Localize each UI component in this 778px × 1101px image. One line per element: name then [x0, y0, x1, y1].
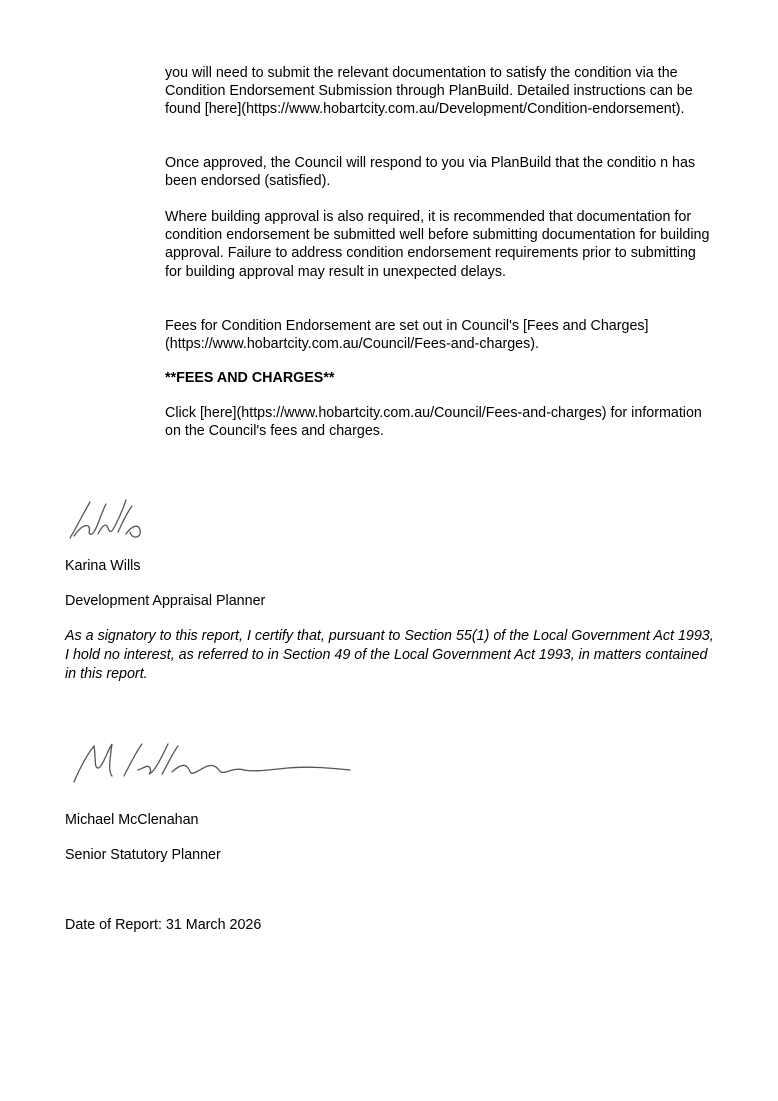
- body-paragraph-5: [165, 404, 710, 440]
- signatory-2-name-block: [65, 811, 725, 830]
- signature-karina-wills: [66, 494, 148, 544]
- fees-heading-block: [165, 369, 710, 387]
- body-paragraph-1: [165, 64, 710, 119]
- endorsement-fees-text: Fees for Condition Endorsement are set out in Council's [Fees and Charges](https://www.hobartcity.com.au/Council/Fees-and-charges).: [165, 318, 649, 353]
- signatory-2-title-block: [65, 846, 725, 865]
- signatory-1-name: Karina Wills: [65, 558, 141, 574]
- signatory-2-name: Michael McClenahan: [65, 812, 199, 828]
- report-date-block: [65, 916, 725, 935]
- certification-statement: As a signatory to this report, I certify that, pursuant to Section 55(1) of the Local Government Act 1993, I hold no interest, as referred to in Section 49 of the Local Government Act 1993, in matters contained in this report.: [65, 628, 714, 682]
- building-approval-text: Where building approval is also required, it is recommended that documentation for condition endorsement be submitted well before submitting documentation for building approval. Failure to address condition endorsement requirements prior to submitting for building approval may result in unexpected delays.: [165, 209, 710, 280]
- signatory-1-title: Development Appraisal Planner: [65, 593, 266, 609]
- signatory-1-name-block: [65, 557, 725, 576]
- signatory-2-title: Senior Statutory Planner: [65, 847, 221, 863]
- signatory-1-title-block: [65, 592, 725, 611]
- report-date: Date of Report: 31 March 2026: [65, 917, 262, 933]
- condition-submission-text: you will need to submit the relevant documentation to satisfy the condition via the Condition Endorsement Submission through PlanBuild. Detailed instructions can be found [here](https://www.hobartcity.com.au/Development/Condition-endorsement).: [165, 65, 693, 118]
- body-paragraph-3: [165, 208, 710, 281]
- signature-michael-mcclenahan: [68, 738, 354, 788]
- certification-block: [65, 627, 720, 684]
- fees-and-charges-heading: **FEES AND CHARGES**: [165, 370, 335, 386]
- approval-response-text: Once approved, the Council will respond to you via PlanBuild that the conditio n has been endorsed (satisfied).: [165, 155, 696, 190]
- body-paragraph-2: [165, 154, 710, 190]
- fees-info-text: Click [here](https://www.hobartcity.com.au/Council/Fees-and-charges) for information on the Council's fees and charges.: [165, 405, 702, 440]
- body-paragraph-4: [165, 317, 710, 353]
